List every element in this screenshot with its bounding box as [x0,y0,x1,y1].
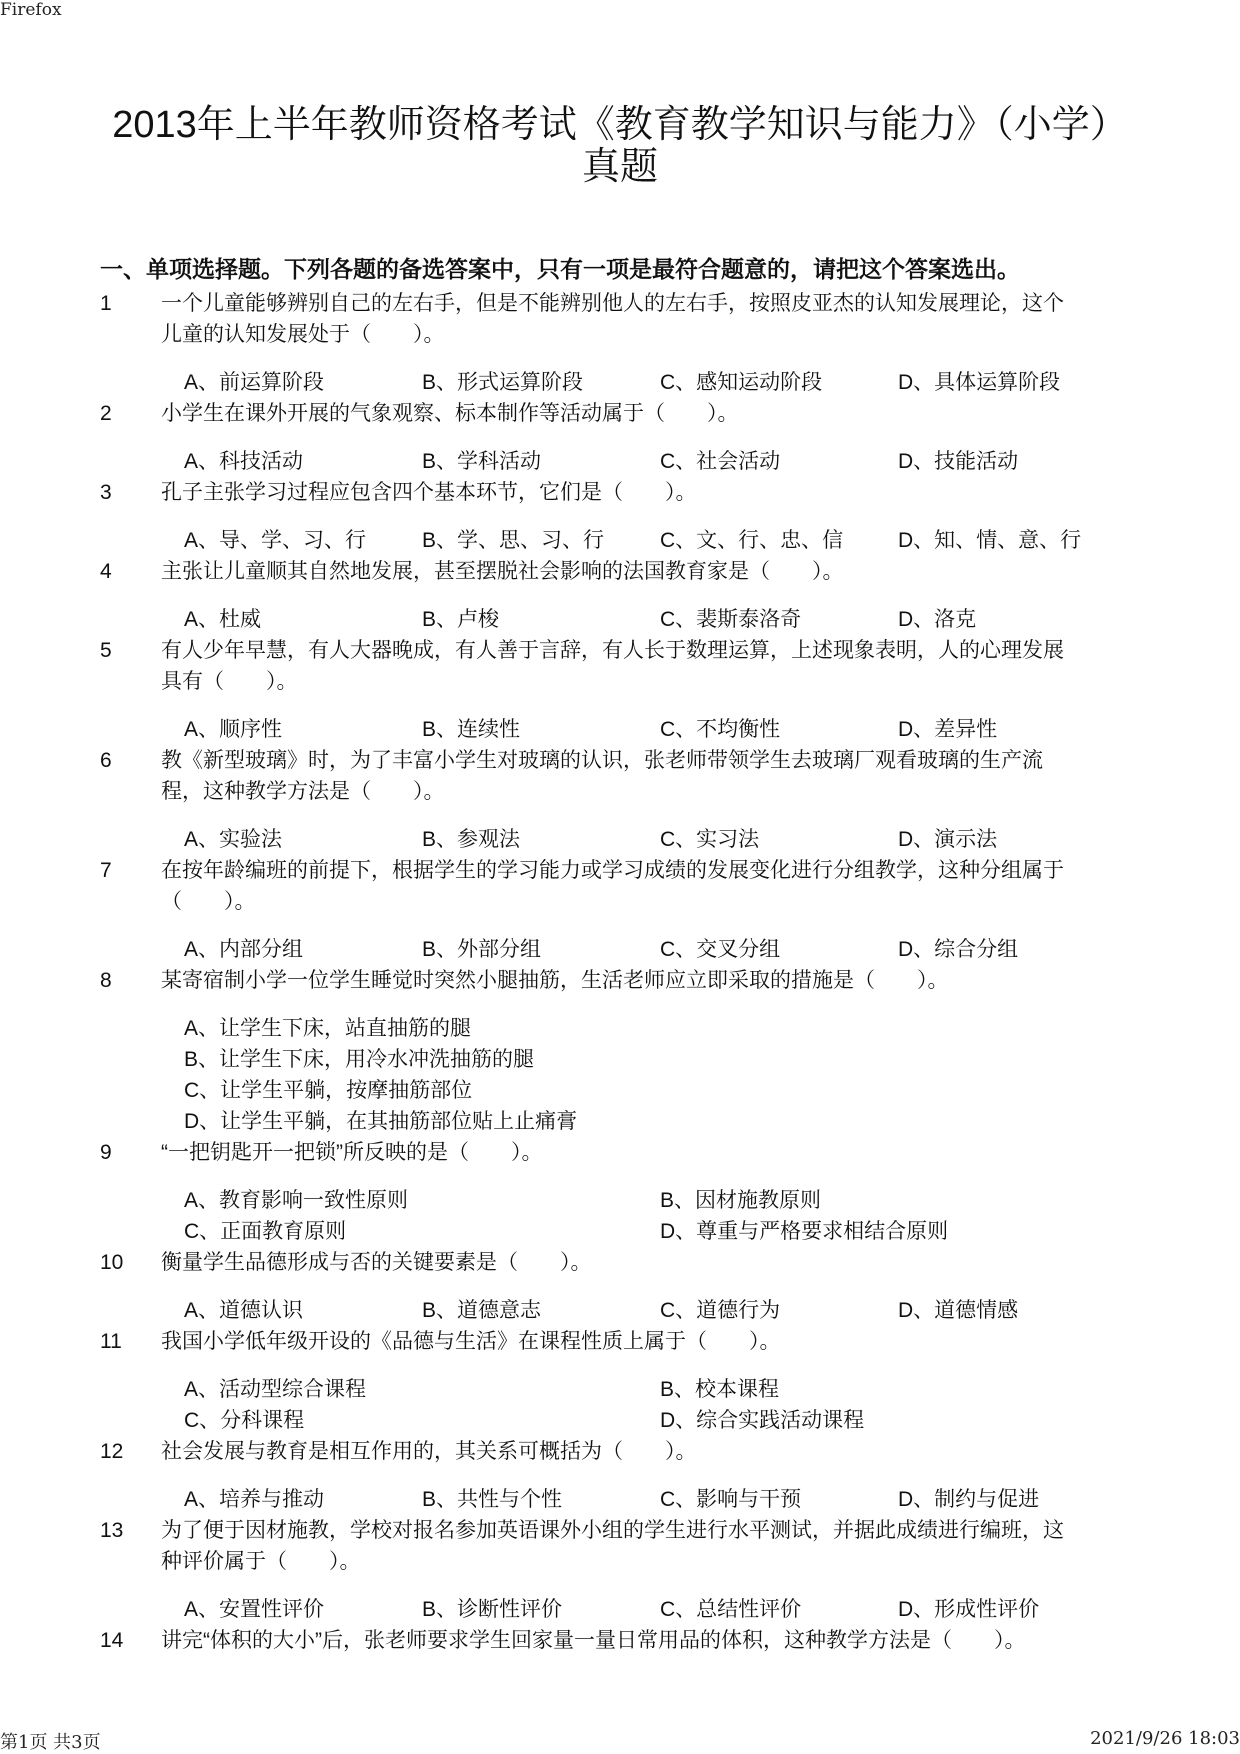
option-row [184,1405,1140,1436]
option-row [184,446,1140,477]
question-text [161,1326,781,1357]
question-stem [100,1515,1140,1577]
answer-option: C、让学生平躺，按摩抽筋部位 [184,1079,473,1102]
question-stem [100,1137,1140,1168]
answer-option: C、影响与干预 [660,1488,802,1511]
question-text [161,635,1064,697]
answer-option: B、校本课程 [660,1378,780,1401]
answer-option: B、因材施教原则 [660,1189,822,1212]
question-text-line: 主张让儿童顺其自然地发展，甚至摆脱社会影响的法国教育家是（ ）。 [161,560,844,583]
question-item [100,855,1140,965]
question-number: 13 [100,1519,124,1542]
question-text [161,556,844,587]
answer-option: A、安置性评价 [184,1598,325,1621]
question-text [161,477,697,508]
answer-option: B、诊断性评价 [422,1598,563,1621]
question-item [100,288,1140,398]
question-number: 4 [100,560,112,583]
question-number: 12 [100,1440,124,1463]
question-text [161,745,1043,807]
question-text-line: 我国小学低年级开设的《品德与生活》在课程性质上属于（ ）。 [161,1330,781,1353]
option-row [184,1013,1140,1044]
answer-option: A、导、学、习、行 [184,529,367,552]
answer-option: C、文、行、忠、信 [660,529,844,552]
question-text-line: 一个儿童能够辨别自己的左右手，但是不能辨别他人的左右手，按照皮亚杰的认知发展理论，这个 [161,292,1064,315]
document-body [100,252,1140,1656]
question-item [100,1436,1140,1515]
question-stem [100,1436,1140,1467]
option-row [184,1484,1140,1515]
answer-option: A、教育影响一致性原则 [184,1189,409,1212]
question-text [161,855,1064,917]
question-text-line: 孔子主张学习过程应包含四个基本环节，它们是（ ）。 [161,481,697,504]
answer-option: D、技能活动 [898,450,1019,473]
answer-options [100,1484,1140,1515]
answer-option: C、实习法 [660,828,760,851]
question-item [100,1625,1140,1656]
question-list [100,288,1140,1656]
option-row [184,1216,1140,1247]
answer-option: A、让学生下床，站直抽筋的腿 [184,1017,472,1040]
answer-options [100,446,1140,477]
answer-options [100,934,1140,965]
option-row [184,714,1140,745]
question-text-line: 教《新型玻璃》时，为了丰富小学生对玻璃的认识，张老师带领学生去玻璃厂观看玻璃的生产流 [161,749,1043,772]
question-number: 7 [100,859,112,882]
question-number: 6 [100,749,112,772]
option-row [184,367,1140,398]
option-row [184,525,1140,556]
question-text-line: 讲完“体积的大小”后，张老师要求学生回家量一量日常用品的体积，这种教学方法是（ ）。 [161,1629,1026,1652]
answer-options [100,1594,1140,1625]
option-row [184,824,1140,855]
option-row [184,1044,1140,1075]
answer-option: D、具体运算阶段 [898,371,1061,394]
print-timestamp: 2021/9/26 18:03 [1090,1728,1240,1749]
question-text [161,1247,592,1278]
answer-options [100,714,1140,745]
question-text-line: 某寄宿制小学一位学生睡觉时突然小腿抽筋，生活老师应立即采取的措施是（ ）。 [161,969,949,992]
question-stem [100,745,1140,807]
question-number: 14 [100,1629,124,1652]
browser-label: Firefox [0,0,62,20]
question-stem [100,965,1140,996]
answer-option: D、知、情、意、行 [898,529,1082,552]
option-row [184,1075,1140,1106]
answer-option: B、学科活动 [422,450,542,473]
answer-option: C、社会活动 [660,450,781,473]
answer-options [100,1295,1140,1326]
question-item [100,1326,1140,1436]
question-stem [100,1326,1140,1357]
answer-option: D、差异性 [898,718,998,741]
question-text [161,1137,543,1168]
question-item [100,1247,1140,1326]
question-text-line: 小学生在课外开展的气象观察、标本制作等活动属于（ ）。 [161,402,739,425]
question-stem [100,1247,1140,1278]
page-title [0,104,1240,188]
answer-option: B、形式运算阶段 [422,371,584,394]
question-stem [100,477,1140,508]
question-item [100,635,1140,745]
answer-option: C、道德行为 [660,1299,781,1322]
answer-option: D、形成性评价 [898,1598,1040,1621]
question-number: 9 [100,1141,112,1164]
answer-option: B、道德意志 [422,1299,542,1322]
answer-option: B、学、思、习、行 [422,529,605,552]
question-text-line: 为了便于因材施教，学校对报名参加英语课外小组的学生进行水平测试，并据此成绩进行编班，这 [161,1519,1064,1542]
answer-option: D、洛克 [898,608,977,631]
question-stem [100,288,1140,350]
answer-option: C、分科课程 [184,1409,305,1432]
answer-option: B、连续性 [422,718,521,741]
question-item [100,1137,1140,1247]
answer-option: A、科技活动 [184,450,304,473]
question-item [100,745,1140,855]
answer-options [100,824,1140,855]
answer-option: A、前运算阶段 [184,371,325,394]
answer-option: A、培养与推动 [184,1488,325,1511]
answer-option: D、让学生平躺，在其抽筋部位贴上止痛膏 [184,1110,578,1133]
answer-option: A、活动型综合课程 [184,1378,367,1401]
question-text [161,288,1064,350]
answer-option: A、杜威 [184,608,262,631]
answer-option: B、让学生下床，用冷水冲洗抽筋的腿 [184,1048,535,1071]
question-number: 5 [100,639,112,662]
answer-option: B、卢梭 [422,608,500,631]
question-stem [100,398,1140,429]
question-stem [100,855,1140,917]
answer-option: B、参观法 [422,828,521,851]
option-row [184,604,1140,635]
answer-options [100,525,1140,556]
option-row [184,934,1140,965]
question-text [161,1625,1025,1656]
question-number: 1 [100,292,112,315]
title-line: 2013年上半年教师资格考试《教育教学知识与能力》（小学） [112,104,1128,146]
question-item [100,477,1140,556]
answer-options [100,1013,1140,1137]
question-text-line: 在按年龄编班的前提下，根据学生的学习能力或学习成绩的发展变化进行分组教学，这种分组属于 [161,859,1064,882]
question-item [100,556,1140,635]
page-number: 第1页 共3页 [0,1732,101,1753]
question-number: 10 [100,1251,124,1274]
answer-option: A、内部分组 [184,938,304,961]
question-text-line: 程，这种教学方法是（ ）。 [161,780,445,803]
answer-option: C、不均衡性 [660,718,781,741]
question-stem [100,1625,1140,1656]
option-row [184,1106,1140,1137]
answer-option: C、总结性评价 [660,1598,802,1621]
question-text-line: “一把钥匙开一把锁”所反映的是（ ）。 [161,1141,543,1164]
question-number: 3 [100,481,112,504]
question-item [100,965,1140,1137]
question-item [100,1515,1140,1625]
answer-option: A、实验法 [184,828,283,851]
answer-option: C、裴斯泰洛奇 [660,608,802,631]
answer-option: A、道德认识 [184,1299,304,1322]
title-line: 真题 [581,146,658,188]
answer-options [100,1185,1140,1247]
answer-option: D、综合分组 [898,938,1019,961]
option-row [184,1374,1140,1405]
option-row [184,1594,1140,1625]
question-text-line: 儿童的认知发展处于（ ）。 [161,323,445,346]
question-stem [100,635,1140,697]
answer-option: C、交叉分组 [660,938,781,961]
answer-option: B、共性与个性 [422,1488,563,1511]
question-number: 11 [100,1330,122,1353]
question-text-line: 有人少年早慧，有人大器晚成，有人善于言辞，有人长于数理运算，上述现象表明，人的心理发展 [161,639,1064,662]
question-text-line: 种评价属于（ ）。 [161,1550,361,1573]
answer-option: D、制约与促进 [898,1488,1040,1511]
answer-options [100,1374,1140,1436]
option-row [184,1185,1140,1216]
answer-option: A、顺序性 [184,718,283,741]
question-number: 2 [100,402,112,425]
section-heading: 一、单项选择题。下列各题的备选答案中，只有一项是最符合题意的，请把这个答案选出。 [100,256,1020,282]
question-number: 8 [100,969,112,992]
answer-option: C、正面教育原则 [184,1220,347,1243]
option-row [184,1295,1140,1326]
answer-option: B、外部分组 [422,938,542,961]
question-stem [100,556,1140,587]
answer-options [100,604,1140,635]
answer-options [100,367,1140,398]
question-item [100,398,1140,477]
answer-option: D、尊重与严格要求相结合原则 [660,1220,949,1243]
question-text-line: （ ）。 [161,890,256,913]
answer-option: C、感知运动阶段 [660,371,823,394]
question-text-line: 衡量学生品德形成与否的关键要素是（ ）。 [161,1251,592,1274]
question-text-line: 具有（ ）。 [161,670,298,693]
answer-option: D、综合实践活动课程 [660,1409,865,1432]
question-text [161,1436,697,1467]
answer-option: D、道德情感 [898,1299,1019,1322]
question-text [161,965,949,996]
question-text-line: 社会发展与教育是相互作用的，其关系可概括为（ ）。 [161,1440,697,1463]
answer-option: D、演示法 [898,828,998,851]
question-text [161,1515,1064,1577]
question-text [161,398,739,429]
